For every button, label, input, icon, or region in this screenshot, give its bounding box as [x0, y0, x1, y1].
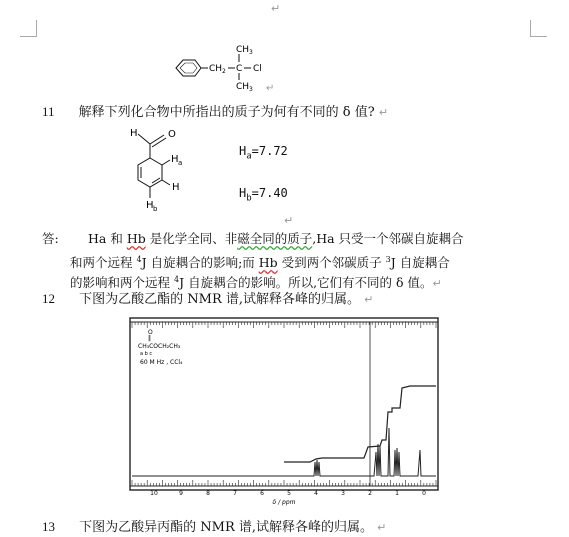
formula-o: O: [148, 329, 153, 336]
paragraph-mark: ↵: [378, 106, 389, 119]
axis-tick-label: 5: [287, 490, 291, 497]
answer-sup: 3: [385, 255, 391, 264]
answer-line-2: [70, 250, 450, 272]
paragraph-mark: ↵: [364, 293, 374, 306]
paragraph-mark-top: ↵: [271, 2, 281, 15]
answer-text: 是化学全同、非: [145, 231, 238, 246]
ha-value-line: [239, 144, 288, 161]
answer-text: Ha 和: [88, 231, 127, 246]
struct-hb: H: [146, 200, 154, 211]
axis-tick-labels: [150, 490, 426, 497]
answer-sup: 4: [173, 275, 180, 284]
ch3-top-sub: 3: [249, 49, 253, 56]
question-11: [42, 103, 388, 122]
answer-text: 磁全同的质子: [237, 231, 313, 246]
axis-label: δ / ppm: [272, 499, 296, 506]
group-ch2-sub: 2: [222, 68, 226, 75]
answer-text: ,Ha 只受一个邻碳自旋耦合: [312, 231, 464, 246]
answer-hb: Hb: [258, 255, 278, 271]
question-13: [42, 518, 386, 537]
hb-value-line: [239, 186, 288, 203]
answer-text: 和两个远程: [70, 255, 137, 271]
answer-hb: Hb: [126, 231, 146, 246]
axis-tick-label: 9: [179, 490, 183, 497]
paragraph-mark: ↵: [377, 521, 387, 534]
crop-mark-right: [530, 20, 547, 37]
formula: CH₃COCH₂CH₃: [138, 343, 181, 350]
benzene-inner-ring: [180, 63, 197, 73]
conditions: 60 M Hz , CCl₄: [140, 359, 183, 366]
ha-sub: a: [246, 151, 252, 162]
answer-text: J 自旋耦合: [390, 255, 450, 271]
axis-tick-label: 0: [422, 490, 426, 497]
answer-text: 受到两个邻碳质子: [277, 255, 386, 271]
answer-line-1: [88, 229, 464, 248]
paragraph-mark: ↵: [432, 277, 442, 291]
struct-hb-sub: b: [153, 205, 158, 213]
question-12-number: 12: [42, 291, 55, 306]
ch3-top: CH: [236, 45, 250, 55]
answer-sup: 4: [136, 255, 142, 264]
struct-ha: H: [171, 154, 179, 165]
axis-tick-label: 7: [233, 490, 237, 497]
struct-h2: H: [172, 182, 180, 193]
ha-label: H: [239, 144, 247, 158]
axis-tick-label: 1: [395, 490, 399, 497]
struct-ha-sub: a: [178, 159, 183, 167]
answer-text: 的影响和两个远程: [70, 275, 174, 291]
paragraph-mark: ↵: [284, 214, 294, 227]
axis-tick-label: 10: [150, 490, 158, 497]
axis-tick-label: 4: [314, 490, 318, 497]
central-carbon: C: [236, 64, 243, 74]
aldehyde-h: H: [130, 128, 138, 139]
axis-tick-label: 3: [341, 490, 345, 497]
crop-mark-left: [20, 20, 37, 37]
bond-h2: [162, 180, 170, 185]
axis-tick-label: 2: [368, 490, 372, 497]
bottom-ruler-ticks: [132, 480, 436, 486]
question-11-text: 解释下列化合物中所指出的质子为何有不同的 δ 值?: [78, 105, 375, 120]
benzyl-chloride-structure: [168, 38, 308, 98]
question-13-number: 13: [42, 519, 55, 534]
ha-value: =7.72: [251, 144, 288, 158]
ring: [138, 158, 162, 187]
bond-c-o-double: [152, 138, 166, 147]
ch3-bottom: CH: [236, 82, 250, 92]
bond-c-o: [150, 135, 164, 144]
paragraph-mark: ↵: [266, 83, 275, 94]
answer-text: J 自旋耦合的影响。所以,它们有不同的 δ 值。: [179, 275, 433, 291]
bond-h-c: [138, 134, 150, 144]
group-ch2: CH: [209, 64, 223, 74]
chlorine: Cl: [253, 64, 262, 74]
answer-label: 答:: [42, 231, 59, 246]
question-13-text: 下图为乙酸异丙酯的 NMR 谱,试解释各峰的归属。: [79, 520, 374, 535]
formula-bond: ‖: [148, 335, 151, 342]
nmr-spectrum: [124, 312, 444, 516]
aldehyde-o: O: [168, 129, 176, 140]
hb-sub: b: [246, 193, 252, 204]
hb-value: =7.40: [251, 186, 288, 200]
axis-tick-label: 8: [206, 490, 210, 497]
ch3-bottom-sub: 3: [249, 86, 253, 93]
question-12-text: 下图为乙酸乙酯的 NMR 谱,试解释各峰的归属。: [79, 292, 361, 307]
question-11-number: 11: [42, 104, 55, 119]
formula-letters: a b c: [140, 351, 153, 357]
question-12: [42, 290, 373, 309]
hb-label: H: [239, 186, 247, 200]
top-ruler-ticks: [132, 322, 436, 328]
axis-tick-label: 6: [260, 490, 264, 497]
aldehyde-structure: [118, 124, 198, 224]
answer-text: J 自旋耦合的影响;而: [141, 255, 259, 271]
bond-ha: [162, 160, 170, 165]
